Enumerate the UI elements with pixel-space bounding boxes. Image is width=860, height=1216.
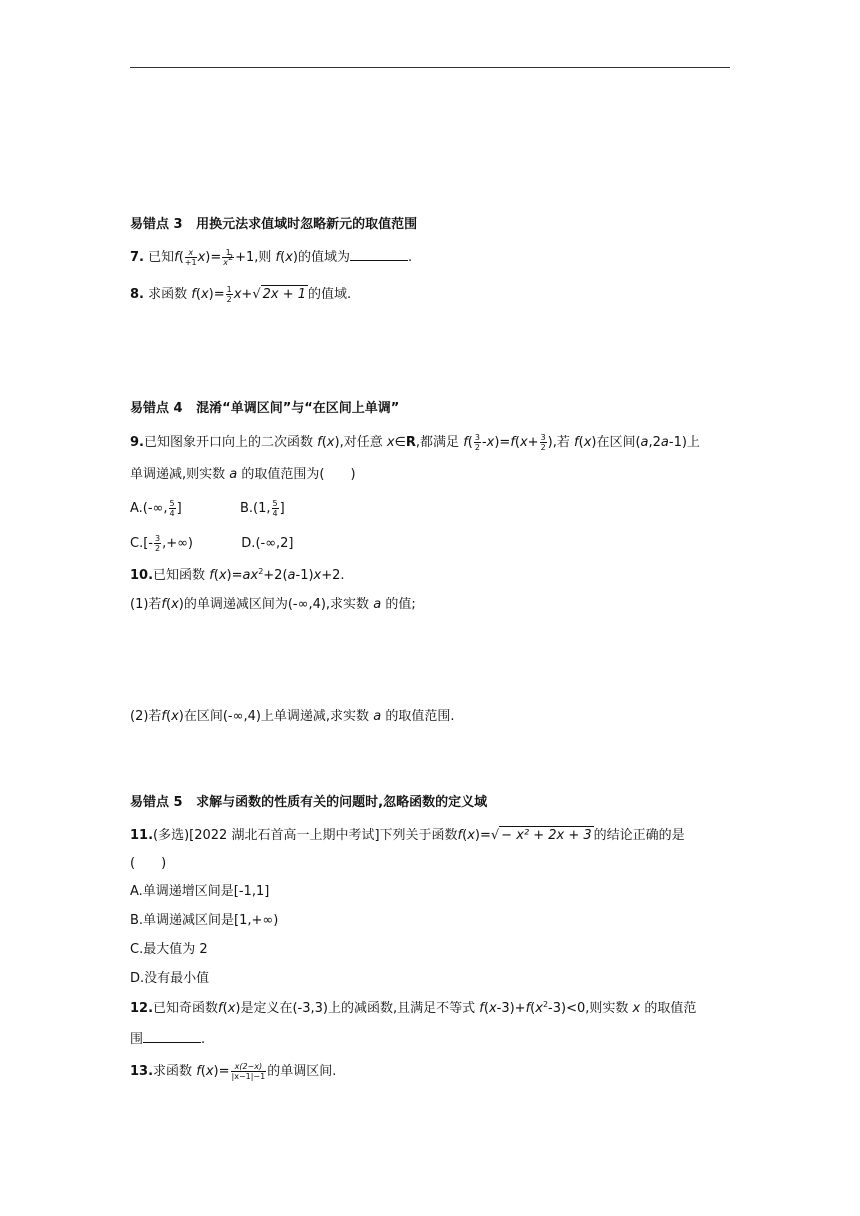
question-7: 7. 已知f( x +1x)= $\frac{1}{x^2}$ +1,则 f(x)的值域为 . [130,248,413,267]
option-c[interactable]: C.最大值为 2 [130,942,208,957]
section-heading-5: 易错点 5 求解与函数的性质有关的问题时,忽略函数的定义域 [130,795,488,810]
fraction: $\frac{5}{4}$ [272,499,278,518]
header-rule [130,67,730,68]
option-d[interactable]: D.没有最小值 [130,971,210,986]
question-12: 12.已知奇函数f(x)是定义在(-3,3)上的减函数,且满足不等式 $f(x-3)+f(x^2-3)<0$,则实数 x 的取值范 [130,1000,697,1016]
question-10: 10.已知函数 $f(x)=ax^2+2(a-1)x+2$. [130,567,345,583]
question-8: 8. 求函数 f(x)= $\frac{1}{2}$ x+√ 2x + 1 的值域. [130,285,352,304]
section-heading-3: 易错点 3 用换元法求值域时忽略新元的取值范围 [130,217,418,232]
fraction: x +1 [184,248,197,267]
question-9-options-ab [130,499,285,518]
question-10-part-2: (2)若f(x)在区间(-∞,4)上单调递减,求实数 a 的取值范围. [130,709,455,724]
option-b[interactable]: B.单调递减区间是[1,+∞) [130,913,279,928]
fraction: $\frac{3}{2}$ [540,433,546,452]
question-12-line2: 围 . [130,1032,206,1047]
fraction: $\frac{5}{4}$ [169,499,175,518]
square-root: √ 2x + 1 [252,287,307,302]
question-11: 11.(多选)[2022 湖北石首高一上期中考试]下列关于函数f(x)=√ − x² + 2x + 3 的结论正确的是 [130,828,685,843]
fraction: $\frac{3}{2}$ [154,534,161,553]
answer-blank [143,1030,201,1043]
answer-blank [350,248,408,261]
option-d[interactable]: D.(-∞,2] [241,536,294,551]
section-heading-4: 易错点 4 混淆“单调区间”与“在区间上单调” [130,401,400,416]
option-a[interactable]: A.单调递增区间是[-1,1] [130,884,270,899]
question-9: 9.已知图象开口向上的二次函数 f(x),对任意 x∈R,都满足 f( $\frac{3}{2}$ -x)=f(x+ $\frac{3}{2}$ ),若 f(x)在区间(a,2a-1)上 [130,433,700,452]
question-13: 13.求函数 f(x)= $\frac{x(2-x)}{|x-1|-1}$ 的单调区间. [130,1062,337,1081]
question-9-options-cd [130,534,294,553]
fraction: $\frac{x(2-x)}{|x-1|-1}$ [231,1062,266,1081]
option-a[interactable]: A.(-∞, $\frac{5}{4}$ ] [130,499,182,518]
fraction: $\frac{1}{x^2}$ [223,248,234,267]
fraction: $\frac{1}{2}$ [226,285,232,304]
option-c[interactable]: C.[- $\frac{3}{2}$ ,+∞) [130,534,194,553]
square-root: √ − x² + 2x + 3 [490,828,592,843]
fraction: $\frac{3}{2}$ [474,433,480,452]
question-9-line2: 单调递减,则实数 a 的取值范围为( ) [130,467,356,482]
question-11-paren: ( ) [130,856,167,871]
question-10-part-1: (1)若f(x)的单调递减区间为(-∞,4),求实数 a 的值; [130,597,416,612]
option-b[interactable]: B.(1, $\frac{5}{4}$ ] [239,499,285,518]
